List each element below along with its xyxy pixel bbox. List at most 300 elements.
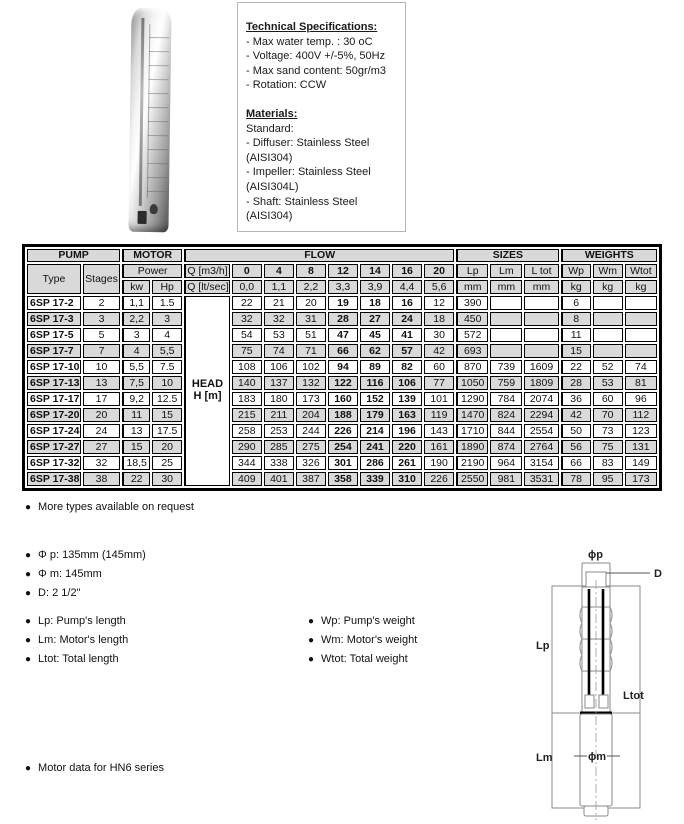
cell-flow-12: 226: [328, 424, 358, 438]
cell-flow-16: 16: [392, 296, 422, 310]
col-header-q-m3h: Q [m3/h]: [184, 264, 230, 278]
cell-lm: [490, 296, 522, 310]
cell-ltot: 3531: [524, 472, 558, 486]
bullet-item: [25, 498, 194, 517]
cell-type: 6SP 17-3: [27, 312, 81, 326]
spec-line: - Max water temp. : 30 oC: [246, 35, 373, 48]
bullet-icon: ●: [25, 588, 32, 599]
cell-stages: 2: [83, 296, 120, 310]
table-units-row: [27, 280, 657, 294]
cell-wp: 42: [561, 408, 591, 422]
cell-wtot: 112: [625, 408, 657, 422]
col-header-stages: Stages: [83, 264, 120, 294]
cell-flow-16: 163: [392, 408, 422, 422]
label-d: D: [654, 568, 662, 580]
cell-wtot: 96: [625, 392, 657, 406]
cell-lm: [490, 344, 522, 358]
cell-flow-4: 253: [264, 424, 294, 438]
cell-hp: 20: [152, 440, 182, 454]
cell-flow-0: 183: [232, 392, 262, 406]
diagram-guard-foot-right: [599, 695, 608, 708]
cell-kw: 13: [122, 424, 150, 438]
spec-line: - Max sand content: 50gr/m3: [246, 64, 387, 77]
materials-list: [246, 136, 397, 224]
cell-flow-8: 132: [296, 376, 326, 390]
table-row: [27, 312, 657, 326]
cell-flow-0: 32: [232, 312, 262, 326]
cell-lm: 739: [490, 360, 522, 374]
cell-flow-16: 41: [392, 328, 422, 342]
cell-lp: 1710: [456, 424, 488, 438]
cell-flow-12: 122: [328, 376, 358, 390]
cell-flow-12: 301: [328, 456, 358, 470]
bullet-icon: ●: [25, 763, 32, 774]
cell-wp: 15: [561, 344, 591, 358]
cell-wm: 52: [593, 360, 623, 374]
table-row: [27, 408, 657, 422]
cell-wm: 83: [593, 456, 623, 470]
cell-lp: 450: [456, 312, 488, 326]
label-phi-m: ϕm: [588, 751, 607, 763]
table-body: [27, 296, 657, 486]
cell-lp: 1050: [456, 376, 488, 390]
label-lm: Lm: [536, 752, 553, 764]
group-header-motor: MOTOR: [122, 249, 182, 262]
cell-stages: 17: [83, 392, 120, 406]
cell-type: 6SP 17-20: [27, 408, 81, 422]
cell-flow-0: 258: [232, 424, 262, 438]
cell-flow-4: 285: [264, 440, 294, 454]
cell-flow-20: 226: [424, 472, 454, 486]
bullet-item: [25, 584, 146, 603]
cell-flow-4: 106: [264, 360, 294, 374]
table-row: [27, 376, 657, 390]
cell-lp: 1290: [456, 392, 488, 406]
cell-wtot: 81: [625, 376, 657, 390]
col-header-wp: Wp: [561, 264, 591, 278]
cell-kw: 22: [122, 472, 150, 486]
bullet-item: [25, 565, 146, 584]
cell-type: 6SP 17-17: [27, 392, 81, 406]
cell-lm: 981: [490, 472, 522, 486]
cell-wp: 56: [561, 440, 591, 454]
cell-wp: 22: [561, 360, 591, 374]
cell-lm: [490, 312, 522, 326]
cell-flow-8: 244: [296, 424, 326, 438]
bullet-text: Wtot: Total weight: [321, 653, 408, 665]
cell-wm: [593, 312, 623, 326]
cell-wtot: 123: [625, 424, 657, 438]
cell-wtot: 173: [625, 472, 657, 486]
table-row: [27, 328, 657, 342]
bullet-item: [25, 650, 128, 669]
cell-wm: [593, 296, 623, 310]
cell-flow-0: 140: [232, 376, 262, 390]
cell-flow-20: 30: [424, 328, 454, 342]
table-row: [27, 392, 657, 406]
bullet-text: Φ p: 135mm (145mm): [38, 549, 146, 561]
label-lp: Lp: [536, 640, 550, 652]
cell-hp: 7.5: [152, 360, 182, 374]
table-row: [27, 456, 657, 470]
cell-flow-12: 47: [328, 328, 358, 342]
cell-type: 6SP 17-10: [27, 360, 81, 374]
flow-header-20: 20: [424, 264, 454, 278]
cell-stages: 10: [83, 360, 120, 374]
cell-lm: 759: [490, 376, 522, 390]
head-unit-cell: [184, 296, 230, 486]
flow-header-0: 0: [232, 264, 262, 278]
unit-mm-lm: mm: [490, 280, 522, 294]
cell-stages: 20: [83, 408, 120, 422]
bullet-icon: ●: [308, 616, 315, 627]
cell-flow-4: 32: [264, 312, 294, 326]
cell-lp: 1890: [456, 440, 488, 454]
cell-hp: 5,5: [152, 344, 182, 358]
cell-flow-0: 344: [232, 456, 262, 470]
pump-photo-foot-detail: [137, 211, 146, 224]
cell-wm: 75: [593, 440, 623, 454]
bullet-icon: ●: [25, 550, 32, 561]
col-header-ltot: L tot: [524, 264, 558, 278]
group-header-weights: WEIGHTS: [561, 249, 657, 262]
cell-flow-8: 31: [296, 312, 326, 326]
cell-flow-12: 160: [328, 392, 358, 406]
cell-flow-4: 180: [264, 392, 294, 406]
cell-kw: 1,1: [122, 296, 150, 310]
cell-flow-12: 254: [328, 440, 358, 454]
cell-kw: 18,5: [122, 456, 150, 470]
table-subheader-row: [27, 264, 657, 278]
cell-wtot: [625, 344, 657, 358]
materials-subtitle: Standard:: [246, 122, 294, 135]
cell-wp: 28: [561, 376, 591, 390]
cell-stages: 27: [83, 440, 120, 454]
unit-kg-wtot: kg: [625, 280, 657, 294]
cell-kw: 7,5: [122, 376, 150, 390]
cell-wm: 53: [593, 376, 623, 390]
spec-line: - Shaft: Stainless Steel (AISI304): [246, 195, 358, 223]
cell-ltot: 2764: [524, 440, 558, 454]
cell-flow-14: 116: [360, 376, 390, 390]
bullet-text: Lm: Motor's length: [38, 634, 129, 646]
unit-mm-lp: mm: [456, 280, 488, 294]
cell-ltot: 1609: [524, 360, 558, 374]
cell-flow-4: 74: [264, 344, 294, 358]
cell-flow-20: 161: [424, 440, 454, 454]
cell-hp: 30: [152, 472, 182, 486]
cell-flow-8: 173: [296, 392, 326, 406]
cell-lm: [490, 328, 522, 342]
cell-hp: 10: [152, 376, 182, 390]
cell-flow-4: 137: [264, 376, 294, 390]
cell-flow-12: 19: [328, 296, 358, 310]
flow-header-4: 4: [264, 264, 294, 278]
flow-header-16: 16: [392, 264, 422, 278]
col-header-wtot: Wtot: [625, 264, 657, 278]
cell-wm: 70: [593, 408, 623, 422]
cell-hp: 25: [152, 456, 182, 470]
cell-lp: 2190: [456, 456, 488, 470]
cell-stages: 32: [83, 456, 120, 470]
cell-flow-0: 290: [232, 440, 262, 454]
note-more-types: [25, 498, 194, 517]
col-header-lm: Lm: [490, 264, 522, 278]
cell-stages: 13: [83, 376, 120, 390]
bullet-icon: ●: [25, 635, 32, 646]
bullet-text: Φ m: 145mm: [38, 568, 102, 580]
table-row: [27, 296, 657, 310]
cell-flow-8: 387: [296, 472, 326, 486]
bullet-item: [25, 759, 164, 778]
cell-flow-16: 139: [392, 392, 422, 406]
cell-flow-12: 188: [328, 408, 358, 422]
cell-flow-0: 409: [232, 472, 262, 486]
bullet-icon: ●: [25, 616, 32, 627]
unit-kg-wp: kg: [561, 280, 591, 294]
cell-lp: 1470: [456, 408, 488, 422]
table-row: [27, 424, 657, 438]
cell-wp: 78: [561, 472, 591, 486]
group-header-pump: PUMP: [27, 249, 120, 262]
cell-kw: 15: [122, 440, 150, 454]
technical-specifications-box: [237, 2, 406, 232]
cell-wp: 36: [561, 392, 591, 406]
cell-wtot: [625, 328, 657, 342]
cell-wp: 66: [561, 456, 591, 470]
cell-flow-0: 22: [232, 296, 262, 310]
cell-wm: 73: [593, 424, 623, 438]
cell-lm: 824: [490, 408, 522, 422]
cell-lp: 390: [456, 296, 488, 310]
bullet-text: D: 2 1/2": [38, 587, 81, 599]
cell-flow-14: 89: [360, 360, 390, 374]
cell-wtot: [625, 312, 657, 326]
cell-flow-8: 204: [296, 408, 326, 422]
table-row: [27, 360, 657, 374]
head-label: HEAD: [191, 378, 224, 391]
pump-data-table: [22, 244, 662, 491]
cell-flow-4: 53: [264, 328, 294, 342]
cell-type: 6SP 17-27: [27, 440, 81, 454]
bullet-item: [308, 631, 417, 650]
cell-stages: 7: [83, 344, 120, 358]
cell-hp: 4: [152, 328, 182, 342]
materials-title: Materials:: [246, 107, 298, 120]
group-header-sizes: SIZES: [456, 249, 558, 262]
cell-lp: 572: [456, 328, 488, 342]
cell-kw: 4: [122, 344, 150, 358]
flow-header-12: 12: [328, 264, 358, 278]
cell-type: 6SP 17-13: [27, 376, 81, 390]
bullet-text: Wp: Pump's weight: [321, 615, 415, 627]
cell-flow-20: 190: [424, 456, 454, 470]
cell-ltot: 1809: [524, 376, 558, 390]
cell-stages: 3: [83, 312, 120, 326]
pump-dimension-diagram: [528, 532, 684, 824]
cell-flow-16: 196: [392, 424, 422, 438]
cell-lm: 784: [490, 392, 522, 406]
cell-flow-8: 71: [296, 344, 326, 358]
flow-ltsec-2: 2,2: [296, 280, 326, 294]
cell-flow-20: 143: [424, 424, 454, 438]
cell-hp: 12.5: [152, 392, 182, 406]
group-header-flow: FLOW: [184, 249, 454, 262]
cell-kw: 5,5: [122, 360, 150, 374]
cell-flow-16: 220: [392, 440, 422, 454]
cell-flow-20: 101: [424, 392, 454, 406]
cell-wtot: 74: [625, 360, 657, 374]
bullet-text: Lp: Pump's length: [38, 615, 126, 627]
bullet-icon: ●: [25, 569, 32, 580]
cell-wp: 50: [561, 424, 591, 438]
cell-wm: [593, 328, 623, 342]
cell-kw: 11: [122, 408, 150, 422]
legend-weights: [308, 612, 417, 669]
cell-flow-12: 28: [328, 312, 358, 326]
col-header-wm: Wm: [593, 264, 623, 278]
bullet-item: [25, 631, 128, 650]
cell-ltot: 2074: [524, 392, 558, 406]
cell-flow-16: 310: [392, 472, 422, 486]
cell-lm: 874: [490, 440, 522, 454]
cell-lp: 870: [456, 360, 488, 374]
table-row: [27, 344, 657, 358]
spec-line: - Impeller: Stainless Steel (AISI304L): [246, 166, 371, 193]
cell-flow-0: 75: [232, 344, 262, 358]
cell-flow-14: 286: [360, 456, 390, 470]
cell-flow-0: 215: [232, 408, 262, 422]
cell-stages: 24: [83, 424, 120, 438]
diagram-guard-foot-left: [585, 695, 594, 708]
cell-flow-8: 102: [296, 360, 326, 374]
bullet-icon: ●: [308, 654, 315, 665]
cell-flow-4: 338: [264, 456, 294, 470]
flow-ltsec-5: 4,4: [392, 280, 422, 294]
cell-ltot: [524, 296, 558, 310]
cell-flow-0: 54: [232, 328, 262, 342]
cell-flow-14: 62: [360, 344, 390, 358]
cell-flow-14: 179: [360, 408, 390, 422]
spec-line: - Diffuser: Stainless Steel (AISI304): [246, 137, 370, 164]
table-group-header-row: [27, 249, 657, 262]
spec-line: - Voltage: 400V +/-5%, 50Hz: [246, 50, 386, 63]
cell-lp: 693: [456, 344, 488, 358]
cell-lp: 2550: [456, 472, 488, 486]
cell-stages: 38: [83, 472, 120, 486]
cell-ltot: 3154: [524, 456, 558, 470]
cell-flow-20: 12: [424, 296, 454, 310]
unit-kg-wm: kg: [593, 280, 623, 294]
cell-wm: [593, 344, 623, 358]
cell-ltot: [524, 328, 558, 342]
legend-lengths: [25, 612, 128, 669]
cell-wtot: [625, 296, 657, 310]
cell-flow-4: 21: [264, 296, 294, 310]
col-header-power: Power: [122, 264, 182, 278]
tech-specs-list: [246, 35, 397, 93]
cell-flow-8: 275: [296, 440, 326, 454]
cell-wtot: 149: [625, 456, 657, 470]
cell-flow-16: 24: [392, 312, 422, 326]
note-dimensions: [25, 546, 146, 603]
note-more-types-text: More types available on request: [38, 501, 194, 513]
flow-ltsec-0: 0,0: [232, 280, 262, 294]
cell-wp: 6: [561, 296, 591, 310]
cell-lm: 964: [490, 456, 522, 470]
flow-header-14: 14: [360, 264, 390, 278]
cell-flow-14: 241: [360, 440, 390, 454]
cell-wp: 8: [561, 312, 591, 326]
cell-flow-8: 20: [296, 296, 326, 310]
cell-wm: 95: [593, 472, 623, 486]
cell-flow-14: 152: [360, 392, 390, 406]
col-header-type: Type: [27, 264, 81, 294]
cell-flow-4: 401: [264, 472, 294, 486]
cell-ltot: 2294: [524, 408, 558, 422]
spec-box-spacer: [246, 93, 397, 107]
pump-photo-stage-segments: [147, 24, 169, 198]
flow-header-8: 8: [296, 264, 326, 278]
cell-flow-14: 18: [360, 296, 390, 310]
cell-flow-20: 18: [424, 312, 454, 326]
cell-flow-8: 51: [296, 328, 326, 342]
cell-stages: 5: [83, 328, 120, 342]
cell-flow-20: 119: [424, 408, 454, 422]
cell-flow-12: 94: [328, 360, 358, 374]
cell-flow-12: 358: [328, 472, 358, 486]
spec-line: - Rotation: CCW: [246, 79, 327, 92]
pump-photo-inlet-detail: [149, 204, 157, 214]
cell-ltot: [524, 344, 558, 358]
cell-wm: 60: [593, 392, 623, 406]
bullet-text: Ltot: Total length: [38, 653, 119, 665]
bullet-item: [308, 650, 417, 669]
table-row: [27, 472, 657, 486]
bullet-icon: ●: [308, 635, 315, 646]
bullet-item: [25, 546, 146, 565]
cell-flow-14: 27: [360, 312, 390, 326]
cell-lm: 844: [490, 424, 522, 438]
cell-flow-20: 60: [424, 360, 454, 374]
cell-kw: 3: [122, 328, 150, 342]
label-phi-p: ϕp: [588, 549, 603, 561]
table-row: [27, 440, 657, 454]
cell-hp: 15: [152, 408, 182, 422]
cell-flow-8: 326: [296, 456, 326, 470]
bullet-icon: ●: [25, 654, 32, 665]
head-unit: H [m]: [193, 390, 222, 403]
bullet-text: Wm: Motor's weight: [321, 634, 418, 646]
cell-flow-16: 57: [392, 344, 422, 358]
cell-flow-20: 77: [424, 376, 454, 390]
flow-ltsec-6: 5,6: [424, 280, 454, 294]
cell-type: 6SP 17-2: [27, 296, 81, 310]
cell-flow-14: 214: [360, 424, 390, 438]
cell-hp: 17.5: [152, 424, 182, 438]
cell-flow-14: 45: [360, 328, 390, 342]
pump-product-photo: [128, 8, 171, 233]
cell-flow-4: 211: [264, 408, 294, 422]
cell-hp: 1.5: [152, 296, 182, 310]
col-header-kw: kw: [122, 280, 150, 294]
col-header-hp: Hp: [152, 280, 182, 294]
bullet-item: [25, 612, 128, 631]
cell-wtot: 131: [625, 440, 657, 454]
cell-flow-14: 339: [360, 472, 390, 486]
cell-flow-12: 66: [328, 344, 358, 358]
col-header-q-ltsec: Q [lt/sec]: [184, 280, 230, 294]
